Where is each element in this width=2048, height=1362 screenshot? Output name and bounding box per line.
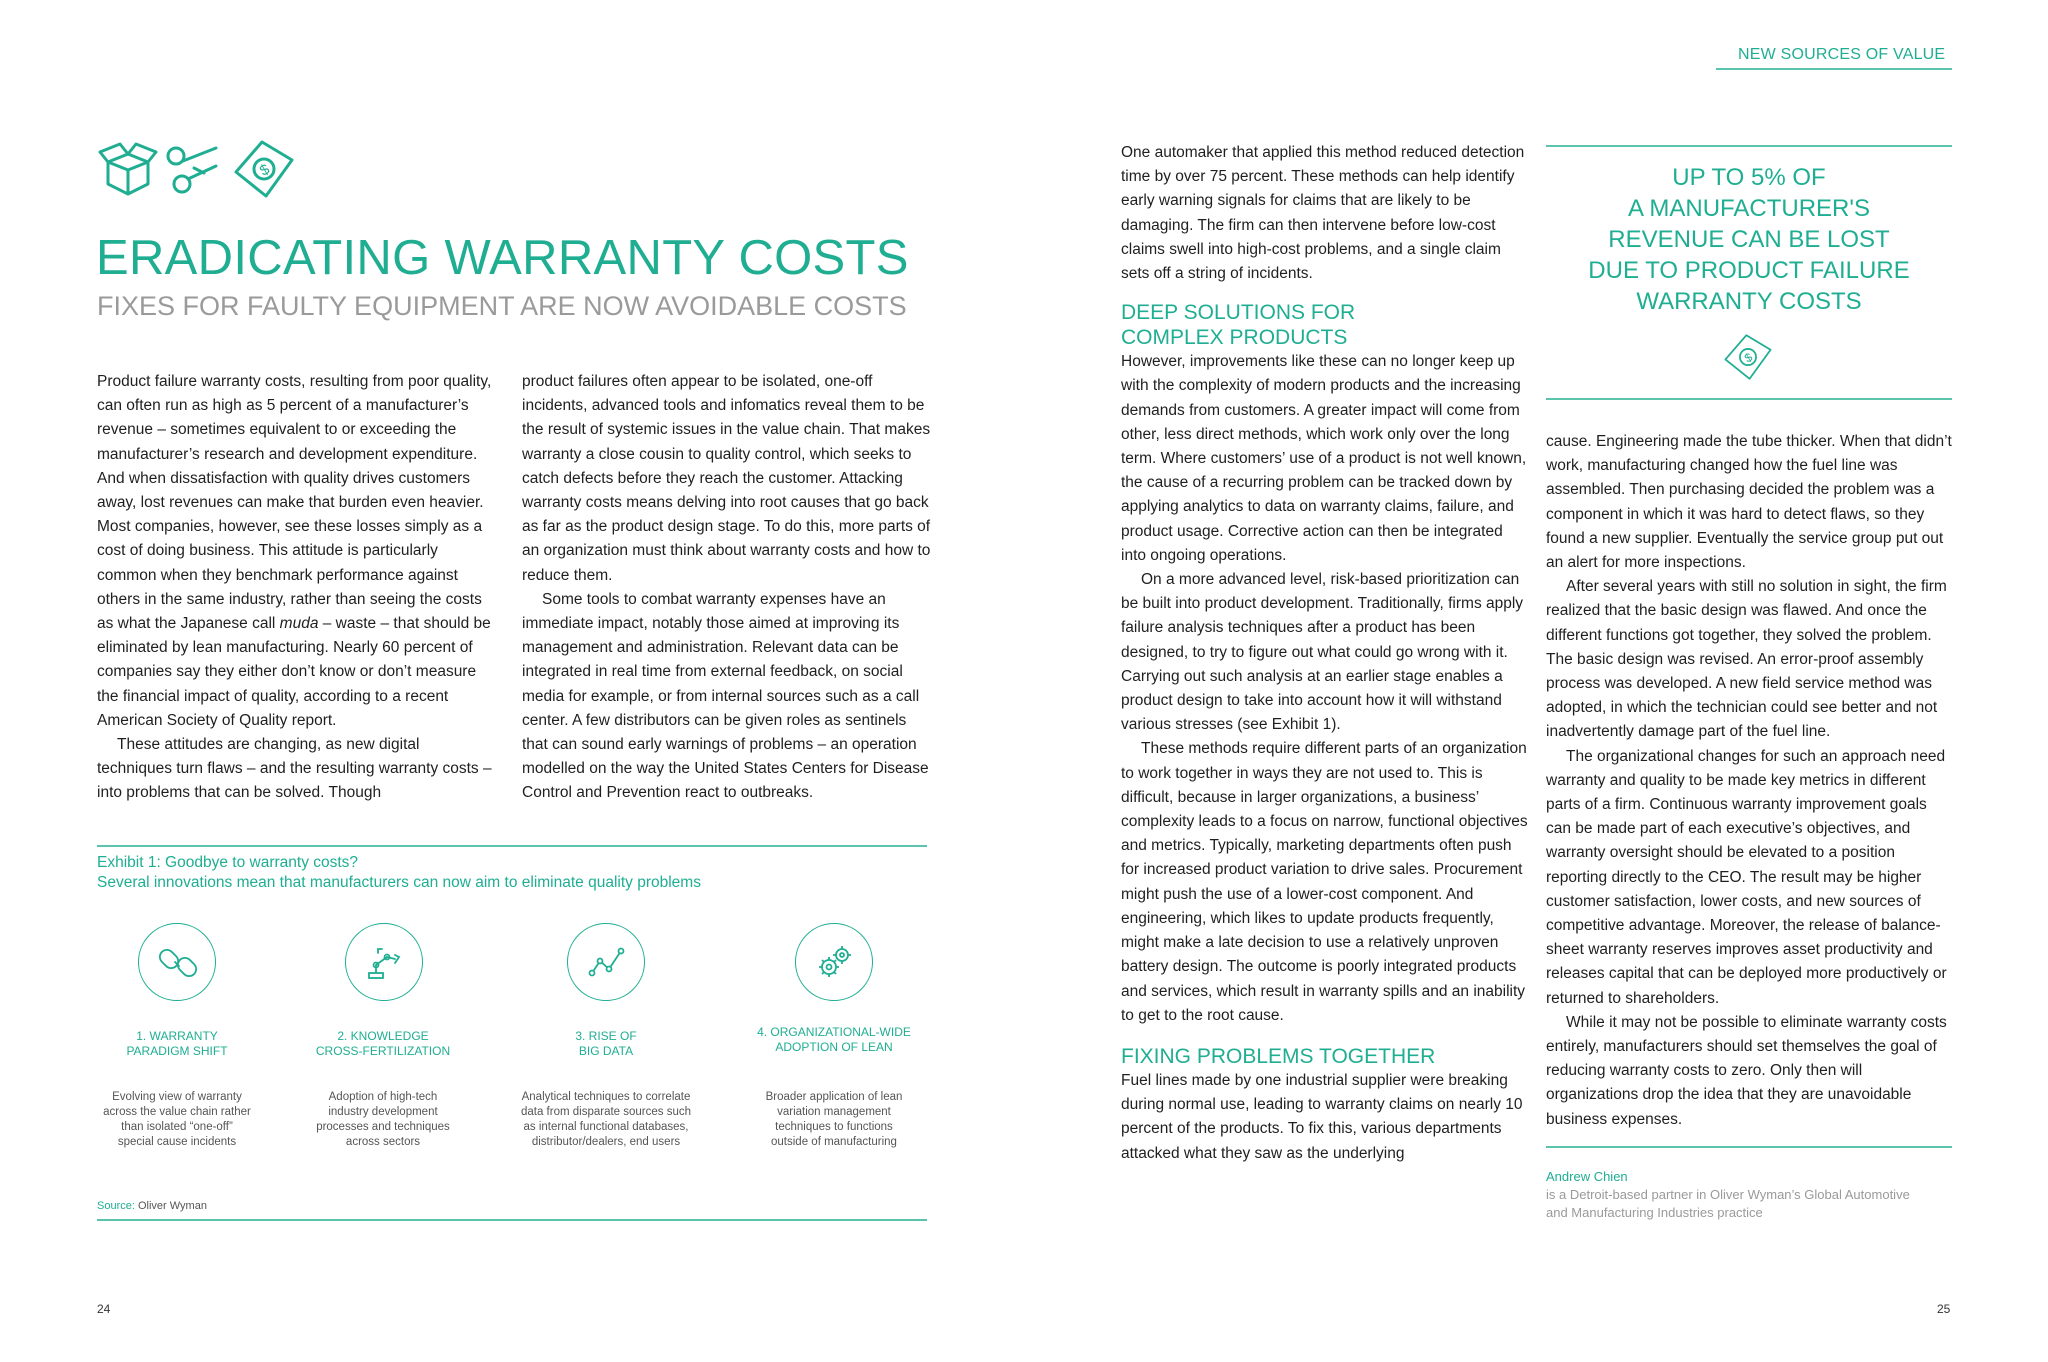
author-bio: is a Detroit-based partner in Oliver Wyman’s Global Automotive and Manufacturing Industries practice xyxy=(1546,1187,1910,1220)
running-header: NEW SOURCES OF VALUE xyxy=(1738,46,1946,63)
exhibit-top-rule xyxy=(97,845,927,847)
callout-bottom-rule xyxy=(1546,398,1952,400)
page-number-right: 25 xyxy=(1937,1302,1951,1316)
exhibit-icon-circle xyxy=(345,923,423,1001)
section-heading: FIXING PROBLEMS TOGETHER xyxy=(1121,1044,1436,1068)
section-heading: DEEP SOLUTIONS FOR COMPLEX PRODUCTS xyxy=(1121,301,1356,350)
paragraph: While it may not be possible to eliminate warranty costs entirely, manufacturers should set themselves the goal of reducing warranty costs to zero. Only then will organizations drop the idea that they are unavoidable business expenses. xyxy=(1546,1013,1947,1128)
robot-arm-icon xyxy=(365,943,405,983)
exhibit-title: Exhibit 1: Goodbye to warranty costs? xyxy=(97,854,359,871)
left-column-1 xyxy=(97,370,492,806)
exhibit-icon-circle xyxy=(567,923,645,1001)
page-title: ERADICATING WARRANTY COSTS xyxy=(96,231,909,285)
right-column-1 xyxy=(1121,141,1531,1166)
paragraph: Fuel lines made by one industrial supplier were breaking during normal use, leading to warranty claims on nearly 10 percent of the products. To fix this, various departments attacked what they saw as the underlying xyxy=(1121,1071,1523,1162)
paragraph: Some tools to combat warranty expenses have an immediate impact, notably those aimed at improving its management and administration. Relevant data can be integrated in real time from external feedback, on social media for example, or from internal sources such as a call center. A few distributors can be given roles as sentinels that can sound early warnings of problems – an operation modelled on the way the United States Centers for Disease Control and Prevention react to outbreaks. xyxy=(522,590,929,802)
title-icons xyxy=(98,138,298,200)
author-name: Andrew Chien xyxy=(1546,1169,1628,1184)
paragraph: product failures often appear to be isolated, one-off incidents, advanced tools and infomatics reveal them to be the result of systemic issues in the value chain. That makes warranty a close cousin to quality control, which seeks to catch defects before they reach the customer. Attacking warranty costs means delving into root causes that go back as far as the product design stage. To do this, more parts of an organization must think about warranty costs and how to reduce them. xyxy=(522,373,931,584)
exhibit-bottom-rule xyxy=(97,1219,927,1221)
left-column-2 xyxy=(522,370,932,806)
exhibit-item-label: 3. RISE OF BIG DATA xyxy=(575,1029,637,1058)
broken-chain-icon xyxy=(158,943,198,983)
author-rule xyxy=(1546,1146,1952,1148)
gears-icon xyxy=(815,943,855,983)
callout-top-rule xyxy=(1546,145,1952,147)
exhibit-item-description: Broader application of lean variation management techniques to functions outside of manufacturing xyxy=(765,1091,903,1148)
page-number-left: 24 xyxy=(97,1302,111,1316)
paragraph: Product failure warranty costs, resulting from poor quality, can often run as high as 5 percent of a manufacturer’s revenue – sometimes equivalent to or exceeding the manufacturer’s research and development expenditure. And when dissatisfaction with quality drives customers away, lost revenues can make that burden even heavier. Most companies, however, see these losses simply as a cost of doing business. This attitude is particularly common when they benchmark performance against others in the same industry, rather than seeing the costs as what the Japanese call muda – waste – that should be eliminated by lean manufacturing. Nearly 60 percent of companies say they either don’t know or don’t measure the financial impact of quality, according to a recent American Society of Quality report. xyxy=(97,373,492,729)
paragraph: On a more advanced level, risk-based prioritization can be built into product development. Traditionally, firms apply failure analysis techniques after a product has been designed, to try to figure out what could go wrong with it. Carrying out such analysis at an earlier stage enables a product design to take into account how it will withstand various stresses (see Exhibit 1). xyxy=(1121,571,1524,734)
paragraph: These methods require different parts of an organization to work together in ways they are not used to. This is difficult, because in larger organizations, a business’ complexity leads to a focus on narrow, functional objectives and metrics. Typically, marketing departments often push for increased product variation to drive sales. Procurement might push the use of a lower-cost component. And engineering, which likes to update products frequently, might make a late decision to use a relatively unproven battery design. The outcome is poorly integrated products and services, which result in warranty spills and an inability to get to the root cause. xyxy=(1121,740,1528,1024)
dollar-tag-icon xyxy=(1722,332,1774,382)
exhibit-source: Source: Oliver Wyman xyxy=(97,1200,207,1212)
exhibit-item-description: Adoption of high-tech industry development processes and techniques across sectors xyxy=(316,1091,450,1148)
paragraph: These attitudes are changing, as new digital techniques turn flaws – and the resulting warranty costs – into problems that can be solved. Though xyxy=(97,736,492,802)
exhibit-item-description: Analytical techniques to correlate data from disparate sources such as internal functional databases, distributor/dealers, end users xyxy=(520,1091,692,1148)
exhibit-item-label: 4. ORGANIZATIONAL-WIDE ADOPTION OF LEAN xyxy=(757,1025,911,1054)
paragraph: cause. Engineering made the tube thicker. When that didn’t work, manufacturing changed how the fuel line was assembled. Then purchasing decided the problem was a component in which it was hard to detect flaws, so they found a new supplier. Eventually the service group put out an alert for more inspections. xyxy=(1546,433,1952,572)
exhibit-subtitle: Several innovations mean that manufacturers can now aim to eliminate quality problems xyxy=(97,874,701,891)
scissors-icon xyxy=(164,140,222,198)
exhibit-item-description: Evolving view of warranty across the value chain rather than isolated “one-off” special cause incidents xyxy=(103,1091,251,1148)
exhibit-item-label: 1. WARRANTY PARADIGM SHIFT xyxy=(126,1029,228,1058)
dollar-tag-icon xyxy=(232,138,296,200)
box-icon xyxy=(98,140,158,198)
callout-quote: UP TO 5% OF A MANUFACTURER'S REVENUE CAN BE LOST DUE TO PRODUCT FAILURE WARRANTY COSTS xyxy=(1588,164,1910,315)
svg-text:$: $ xyxy=(1742,349,1755,366)
right-column-2 xyxy=(1546,430,1954,1132)
exhibit-item-label: 2. KNOWLEDGE CROSS-FERTILIZATION xyxy=(315,1029,451,1058)
exhibit-icon-circle xyxy=(138,923,216,1001)
paragraph: One automaker that applied this method reduced detection time by over 75 percent. These methods can help identify early warning signals for claims that are likely to be damaging. The firm can then intervene before low-cost claims swell into high-cost problems, and a single claim sets off a string of incidents. xyxy=(1121,144,1525,283)
paragraph: However, improvements like these can no longer keep up with the complexity of modern products and the increasing demands from customers. A greater impact will come from other, less direct methods, which work only over the long term. Where customers’ use of a product is not well known, the cause of a recurring problem can be tracked down by applying analytics to data on warranty claims, failure, and product usage. Corrective action can then be integrated into ongoing operations. xyxy=(1121,353,1527,564)
paragraph: After several years with still no solution in sight, the firm realized that the basic design was flawed. And once the different functions got together, they solved the problem. The basic design was revised. An error-proof assembly process was developed. A new field service method was adopted, in which the technician could see better and not inadvertently damage part of the fuel line. xyxy=(1546,578,1947,741)
exhibit-icon-circle xyxy=(795,923,873,1001)
svg-text:$: $ xyxy=(256,160,273,180)
page-subtitle: FIXES FOR FAULTY EQUIPMENT ARE NOW AVOIDABLE COSTS xyxy=(97,291,907,321)
running-header-rule xyxy=(1716,68,1952,70)
data-line-icon xyxy=(587,943,627,983)
paragraph: The organizational changes for such an approach need warranty and quality to be made key metrics in different parts of a firm. Continuous warranty improvement goals can be made part of each executive’s objectives, and warranty oversight should be elevated to a position reporting directly to the CEO. The result may be higher customer satisfaction, lower costs, and new sources of competitive advantage. Moreover, the release of balance-sheet warranty reserves improves asset productivity and releases capital that can be deployed more productively or returned to shareholders. xyxy=(1546,747,1947,1007)
